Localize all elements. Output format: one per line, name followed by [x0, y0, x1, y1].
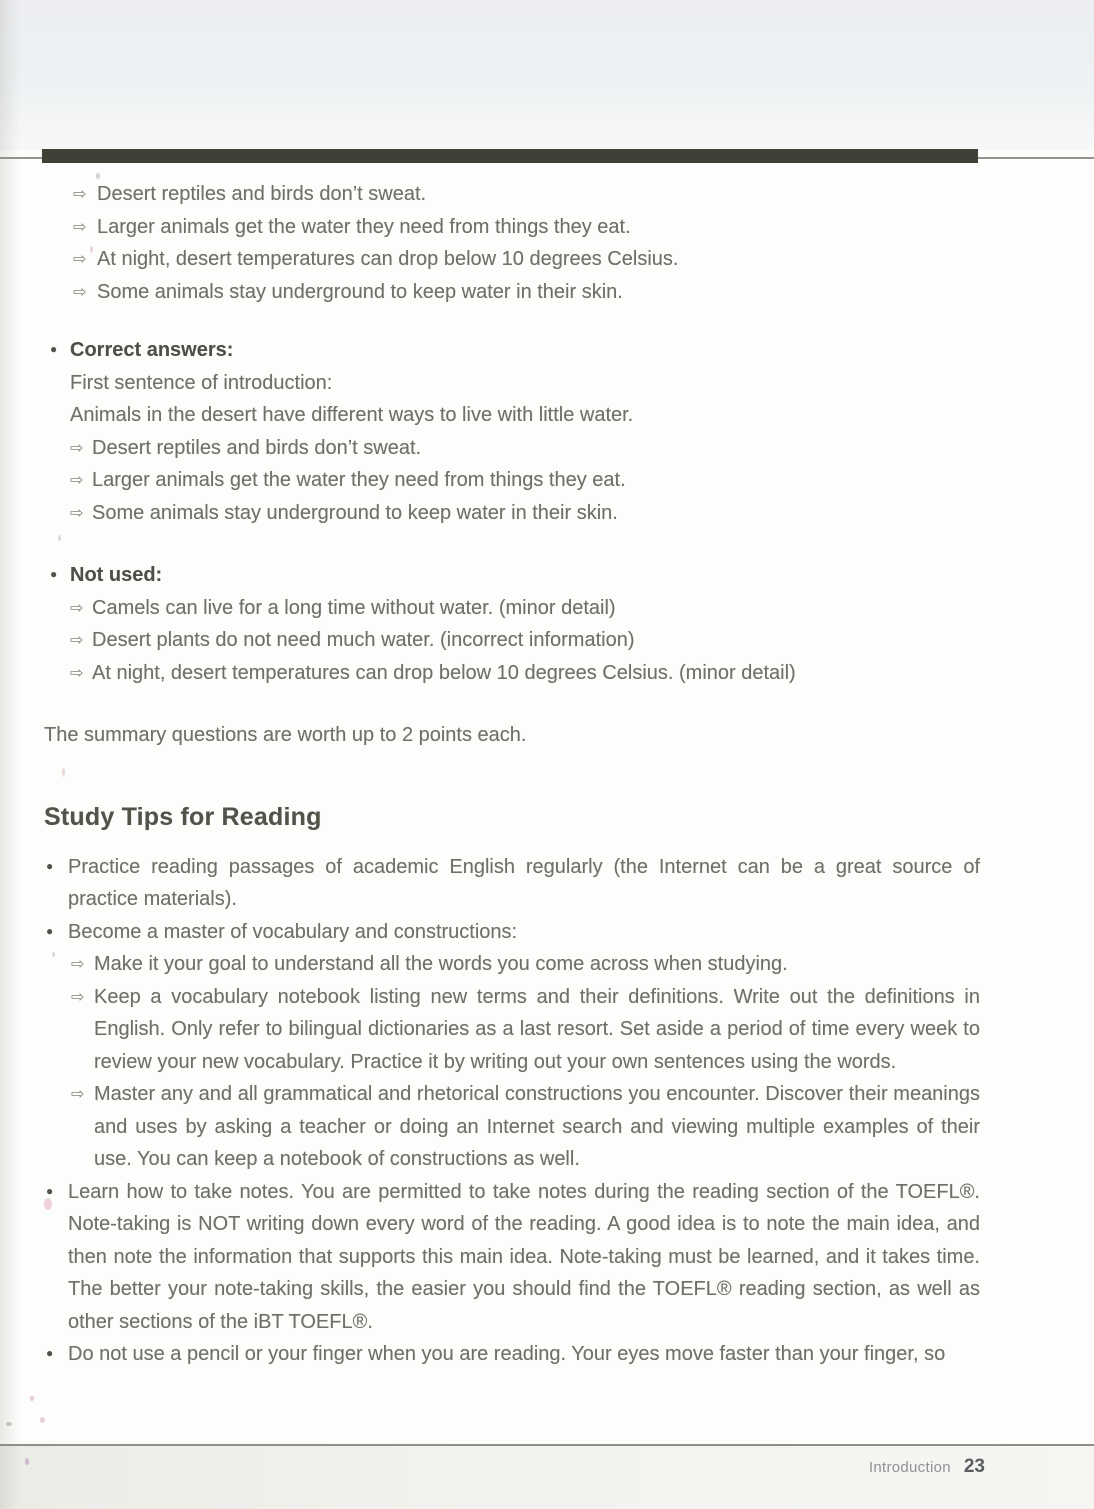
scan-edge-shadow [0, 0, 20, 1509]
tip-item [44, 1176, 980, 1339]
list-item-text: Desert reptiles and birds don’t sweat. [97, 183, 427, 205]
list-item-text: At night, desert temperatures can drop below 10 degrees Celsius. [97, 248, 679, 270]
list-item-text: Some animals stay underground to keep water in their skin. [92, 501, 618, 524]
tip-text: Do not use a pencil or your finger when you are reading. Your eyes move faster than your finger, so [68, 1343, 946, 1365]
arrow-icon: ⇨ [73, 281, 87, 301]
list-item-text: Camels can live for a long time without water. (minor detail) [92, 596, 616, 619]
bullet-icon: ● [50, 567, 58, 581]
bullet-icon: ● [46, 923, 54, 938]
section-label-row [44, 559, 980, 592]
tip-item [44, 916, 980, 949]
arrow-icon: ⇨ [70, 437, 84, 457]
tip-text: Learn how to take notes. You are permitted to take notes during the reading section of the TOEFL®. Note-taking is NOT writing down every word of the reading. A good idea is to note the main idea, and then note the information that supports this main idea. Note-taking must be learned, and it takes time. The better your note-taking skills, the easier you should find the TOEFL® reading section, as well as other sections of the iBT TOEFL®. [68, 1180, 980, 1333]
tip-sub-item [44, 1078, 980, 1176]
intro-line: Animals in the desert have different ways to live with little water. [70, 404, 634, 426]
tip-sub-text: Master any and all grammatical and rhetorical constructions you encounter. Discover their meanings and uses by asking a teacher or doing an Internet search and viewing multiple examples of their use. You can keep a notebook of constructions as well. [94, 1083, 980, 1170]
footer [869, 1456, 985, 1478]
section-label: Not used: [70, 564, 163, 586]
page-top-tint [0, 0, 1094, 150]
arrow-icon: ⇨ [73, 216, 87, 236]
arrow-icon: ⇨ [73, 249, 87, 268]
list-item [44, 432, 980, 465]
scan-artifact [30, 1396, 34, 1401]
list-item [44, 624, 980, 657]
bullet-icon: ● [46, 1346, 54, 1360]
header-bar [42, 149, 978, 163]
intro-line: First sentence of introduction: [70, 371, 333, 394]
list-item [44, 243, 980, 276]
page-content [44, 178, 980, 1371]
study-tips-list [44, 851, 980, 1371]
scan-artifact [40, 1417, 45, 1423]
arrow-icon: ⇨ [70, 662, 84, 682]
not-used-section [44, 559, 980, 689]
section-label-row [44, 334, 980, 367]
tip-text: Become a master of vocabulary and constructions: [68, 920, 518, 943]
answer-options-list [44, 178, 980, 308]
arrow-icon: ⇨ [73, 184, 87, 203]
bullet-icon: ● [46, 858, 54, 873]
list-item [44, 178, 980, 211]
tip-item [44, 1338, 980, 1371]
arrow-icon: ⇨ [70, 630, 84, 649]
header-rule [978, 157, 1094, 159]
page-number: 23 [963, 1456, 985, 1477]
tip-sub-text: Keep a vocabulary notebook listing new terms and their definitions. Write out the definitions in English. Only refer to bilingual dictionaries as a last resort. Set aside a period of time every week to review your new vocabulary. Practice it by writing out your own sentences using the words. [94, 985, 980, 1073]
header-rule [0, 157, 44, 159]
list-item [44, 464, 980, 497]
tip-sub-item [44, 948, 980, 981]
arrow-icon: ⇨ [71, 986, 85, 1006]
list-item-text: Desert reptiles and birds don’t sweat. [92, 436, 422, 459]
tip-text: Practice reading passages of academic English regularly (the Internet can be a great source of practice materials). [68, 855, 980, 910]
bullet-icon: ● [50, 342, 58, 356]
correct-answers-section [44, 334, 980, 529]
list-item-text: At night, desert temperatures can drop below 10 degrees Celsius. (minor detail) [92, 661, 796, 684]
list-item-text: Some animals stay underground to keep water in their skin. [97, 280, 623, 303]
list-item-text: Larger animals get the water they need from things they eat. [92, 469, 626, 491]
arrow-icon: ⇨ [70, 597, 84, 617]
list-item-text: Larger animals get the water they need from things they eat. [97, 215, 631, 238]
footer-rule [0, 1444, 1094, 1446]
list-item [44, 276, 980, 309]
list-item [44, 657, 980, 690]
tip-sub-item [44, 981, 980, 1079]
list-item [44, 497, 980, 530]
list-item [44, 592, 980, 625]
tip-sub-text: Make it your goal to understand all the words you come across when studying. [94, 953, 788, 975]
arrow-icon: ⇨ [70, 470, 84, 489]
arrow-icon: ⇨ [71, 954, 85, 973]
bullet-icon: ● [46, 1183, 54, 1198]
list-item [44, 211, 980, 244]
footer-section-label: Introduction [868, 1459, 951, 1476]
section-heading: Study Tips for Reading [44, 802, 322, 831]
tip-item [44, 851, 980, 916]
summary-note: The summary questions are worth up to 2 points each. [44, 724, 527, 746]
arrow-icon: ⇨ [71, 1084, 85, 1103]
scan-artifact [6, 1422, 12, 1426]
list-item-text: Desert plants do not need much water. (incorrect information) [92, 629, 635, 651]
arrow-icon: ⇨ [70, 502, 84, 522]
section-label: Correct answers: [70, 339, 234, 361]
